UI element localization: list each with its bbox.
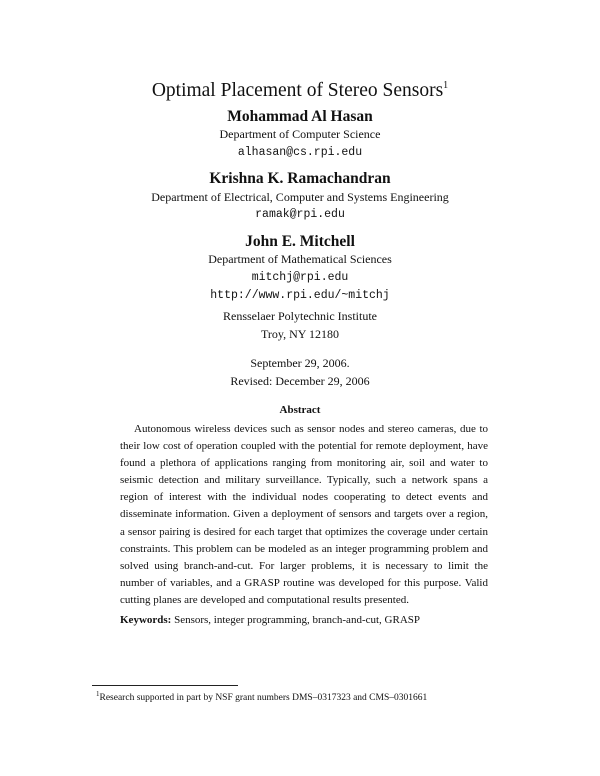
title-text: Optimal Placement of Stereo Sensors bbox=[151, 80, 444, 101]
footnote-text: Research supported in part by NSF grant numbers DMS–0317323 and CMS–0301661 bbox=[99, 693, 428, 703]
keywords bbox=[120, 612, 488, 628]
footnote bbox=[96, 688, 516, 705]
keywords-label: Keywords: bbox=[120, 614, 172, 626]
author-affiliation: Department of Mathematical Sciences bbox=[208, 252, 392, 266]
author-email: mitchj@rpi.edu bbox=[251, 271, 349, 284]
author-name: Krishna K. Ramachandran bbox=[209, 170, 391, 187]
revised-date: Revised: December 29, 2006 bbox=[230, 374, 370, 388]
footnote-mark: 1 bbox=[96, 690, 100, 698]
abstract-body bbox=[120, 421, 488, 609]
paper-title bbox=[0, 74, 600, 103]
author-email: ramak@rpi.edu bbox=[255, 208, 345, 221]
author-affiliation: Department of Electrical, Computer and Systems Engineering bbox=[151, 190, 449, 204]
footnote-divider bbox=[92, 685, 238, 686]
author-email: alhasan@cs.rpi.edu bbox=[237, 146, 363, 159]
abstract-heading: Abstract bbox=[279, 404, 321, 416]
keywords-text: Sensors, integer programming, branch-and-cut, GRASP bbox=[174, 614, 421, 626]
author-affiliation: Department of Computer Science bbox=[219, 127, 381, 141]
author-name: Mohammad Al Hasan bbox=[227, 108, 373, 125]
abstract-text: Autonomous wireless devices such as sensor nodes and stereo cameras, due to their low cost of operation coupled with the potential for remote deployment, have found a plethora of applications ranging from monitoring air, soil and water to seismic detection and military surveillance. Typically, such a network spans a region of interest with the individual nodes cooperating to detect events and disseminate information. Given a deployment of sensors and targets over a region, a sensor pairing is desired for each target that optimizes the coverage under certain constraints. This problem can be modeled as an integer programming problem and solved using branch-and-cut. For larger problems, it is necessary to limit the number of variables, and a GRASP routine was developed for this purpose. Valid cutting planes are developed and computational results presented. bbox=[120, 423, 488, 606]
author-name: John E. Mitchell bbox=[245, 233, 355, 250]
institution-location: Troy, NY 12180 bbox=[260, 327, 339, 341]
title-footnote-mark: 1 bbox=[443, 80, 449, 91]
author-homepage-link[interactable]: http://www.rpi.edu/~mitchj bbox=[210, 289, 390, 302]
institution-name: Rensselaer Polytechnic Institute bbox=[223, 309, 377, 323]
original-date: September 29, 2006. bbox=[250, 356, 350, 370]
